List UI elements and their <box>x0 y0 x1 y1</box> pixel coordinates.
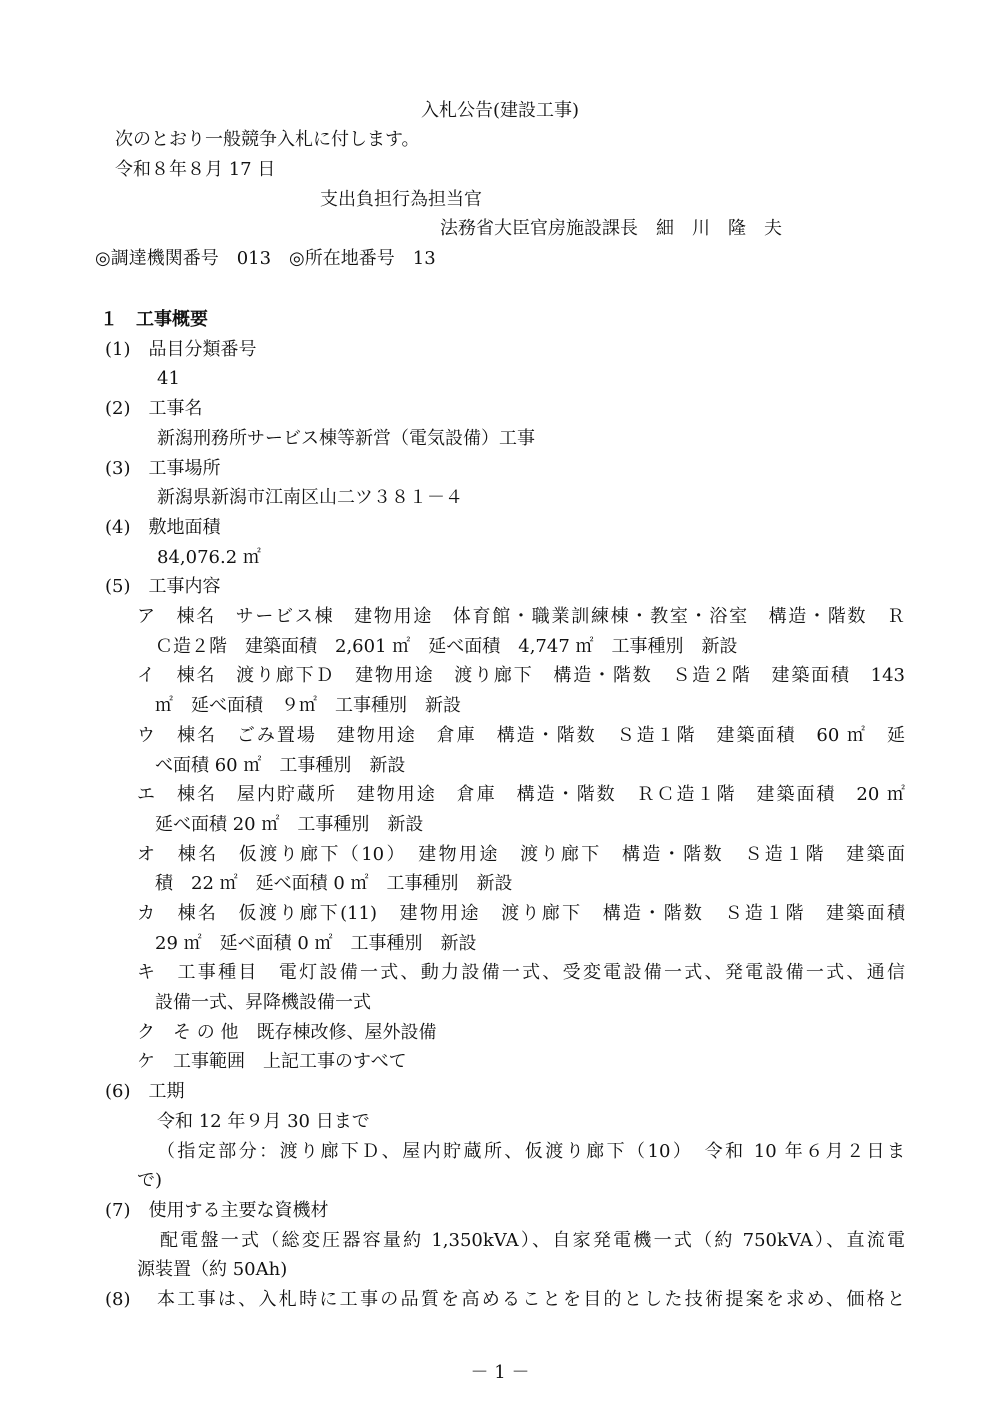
item-value: 新潟県新潟市江南区山二ツ３８１－４ <box>157 487 463 508</box>
item-value: 新潟刑務所サービス棟等新営（電気設備）工事 <box>157 428 535 449</box>
item-label: (1) 品目分類番号 <box>105 339 257 360</box>
work-line: ケ 工事範囲 上記工事のすべて <box>137 1051 407 1072</box>
material-line: 配電盤一式（総変圧器容量約 1,350kVA）、自家発電機一式（約 750kVA）、直流電 <box>160 1230 905 1251</box>
material-line: 源装置（約 50Ah) <box>137 1259 288 1280</box>
work-line: 延べ面積 20 ㎡ 工事種別 新設 <box>155 814 424 835</box>
work-line: べ面積 60 ㎡ 工事種別 新設 <box>155 755 406 776</box>
work-line: ㎡ 延べ面積 ９㎡ 工事種別 新設 <box>155 695 461 716</box>
item-label: (7) 使用する主要な資機材 <box>105 1200 329 1221</box>
item-value: 84,076.2 ㎡ <box>157 547 261 568</box>
item-label: (3) 工事場所 <box>105 458 221 479</box>
period-line: 令和 12 年９月 30 日まで <box>157 1111 370 1132</box>
work-line: イ 棟名 渡り廊下Ｄ 建物用途 渡り廊下 構造・階数 Ｓ造２階 建築面積 143 <box>137 665 905 686</box>
item-label: (2) 工事名 <box>105 398 203 419</box>
item-label: (6) 工期 <box>105 1081 185 1102</box>
work-line: Ｃ造２階 建築面積 2,601 ㎡ 延べ面積 4,747 ㎡ 工事種別 新設 <box>155 636 738 657</box>
work-line: エ 棟名 屋内貯蔵所 建物用途 倉庫 構造・階数 ＲＣ造１階 建築面積 20 ㎡ <box>137 784 905 805</box>
item-label: (4) 敷地面積 <box>105 517 221 538</box>
item-label: (5) 工事内容 <box>105 576 221 597</box>
work-line: ク そ の 他 既存棟改修、屋外設備 <box>137 1022 437 1043</box>
item-value: 41 <box>157 368 180 389</box>
work-line: ア 棟名 サービス棟 建物用途 体育館・職業訓練棟・教室・浴室 構造・階数 Ｒ <box>137 606 905 627</box>
notice-date: 令和８年８月 17 日 <box>115 159 276 180</box>
work-line: カ 棟名 仮渡り廊下(11) 建物用途 渡り廊下 構造・階数 Ｓ造１階 建築面積 <box>137 903 905 924</box>
period-line: で) <box>137 1170 163 1191</box>
work-line: 設備一式、昇降機設備一式 <box>155 992 371 1013</box>
work-line: オ 棟名 仮渡り廊下（10） 建物用途 渡り廊下 構造・階数 Ｓ造１階 建築面 <box>137 844 905 865</box>
period-line: （指定部分：渡り廊下Ｄ、屋内貯蔵所、仮渡り廊下（10） 令和 10 年６月２日ま <box>157 1141 905 1162</box>
official-role: 支出負担行為担当官 <box>320 189 482 210</box>
work-line: 積 22 ㎡ 延べ面積 0 ㎡ 工事種別 新設 <box>155 873 513 894</box>
document-title: 入札公告(建設工事) <box>420 100 580 121</box>
work-line: ウ 棟名 ごみ置場 建物用途 倉庫 構造・階数 Ｓ造１階 建築面積 60 ㎡ 延 <box>137 725 905 746</box>
page-number: － 1 － <box>470 1362 530 1383</box>
official-name: 法務省大臣官房施設課長 細 川 隆 夫 <box>440 218 782 239</box>
item-text: 本工事は、入札時に工事の品質を高めることを目的とした技術提案を求め、価格と <box>157 1289 905 1310</box>
section-heading: １ 工事概要 <box>100 309 208 330</box>
procurement-codes: ◎調達機関番号 013 ◎所在地番号 13 <box>95 248 436 269</box>
item-label: (8) <box>105 1289 131 1310</box>
work-line: キ 工事種目 電灯設備一式、動力設備一式、受変電設備一式、発電設備一式、通信 <box>137 962 905 983</box>
intro-text: 次のとおり一般競争入札に付します。 <box>115 129 420 150</box>
work-line: 29 ㎡ 延べ面積 0 ㎡ 工事種別 新設 <box>155 933 477 954</box>
